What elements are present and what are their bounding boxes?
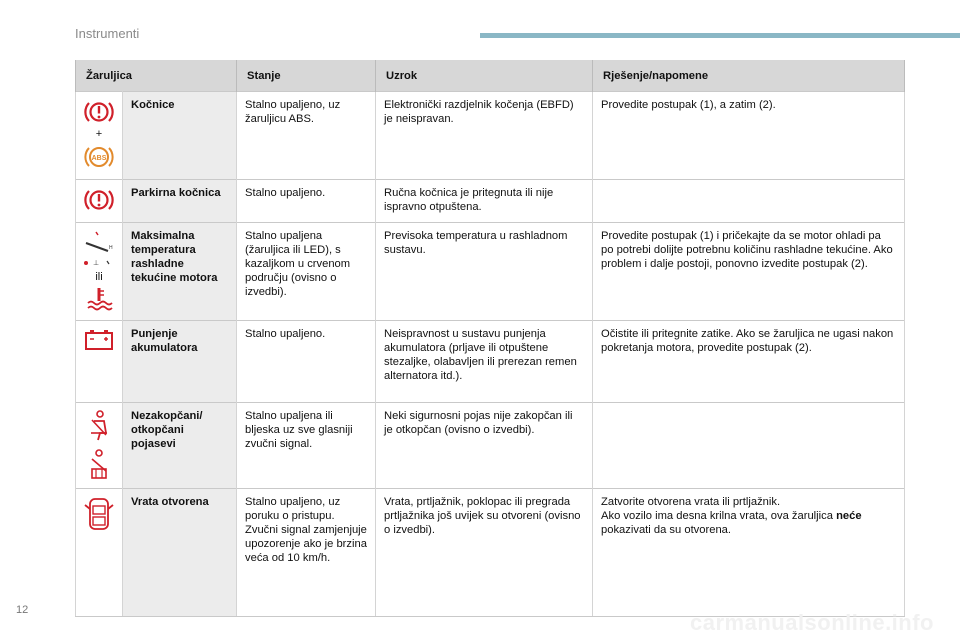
table-row: [76, 321, 905, 403]
watermark: carmanualsonline.info: [690, 610, 934, 635]
cause-cell: Previsoka temperatura u rashladnom sustavu.: [376, 223, 593, 321]
icon-cell: [76, 180, 123, 223]
state-cell: Stalno upaljena ili bljeska uz sve glasniji zvučni signal.: [237, 403, 376, 489]
column-header-solution: Rješenje/napomene: [593, 60, 905, 92]
table-row: [76, 92, 905, 180]
solution-cell: Provedite postupak (1), a zatim (2).: [593, 92, 905, 180]
section-title: Instrumenti: [75, 26, 140, 41]
state-cell: Stalno upaljeno, uz žaruljicu ABS.: [237, 92, 376, 180]
table-row: [76, 223, 905, 321]
table-header-row: [76, 60, 905, 92]
solution-cell: Očistite ili pritegnite zatike. Ako se žaruljica ne ugasi nakon pokretanja motora, provedite postupak (2).: [593, 321, 905, 403]
light-name: Vrata otvorena: [123, 489, 237, 617]
icon-cell: [76, 403, 123, 489]
solution-cell: Provedite postupak (1) i pričekajte da se motor ohladi pa po potrebi dolijte potrebnu količinu rashladne tekućine. Ako problem i dalje postoji, ponovno izvedite postupak (2).: [593, 223, 905, 321]
battery-charge-icon: [82, 327, 116, 353]
icon-separator-plus: +: [95, 128, 103, 140]
svg-text:⊥: ⊥: [93, 260, 100, 267]
header-accent-bar: [480, 33, 960, 38]
icon-cell: [76, 92, 123, 180]
table-row: [76, 489, 905, 617]
icon-separator-or: ili: [95, 271, 103, 283]
icon-cell: [76, 223, 123, 321]
light-name: Maksimalna temperatura rashladne tekućine motora: [123, 223, 237, 321]
seatbelt-front-icon: [84, 409, 114, 443]
cause-cell: Elektronički razdjelnik kočenja (EBFD) je neispravan.: [376, 92, 593, 180]
icon-cell: [76, 321, 123, 403]
cause-cell: Ručna kočnica je pritegnuta ili nije ispravno otpuštena.: [376, 180, 593, 223]
table-row: [76, 180, 905, 223]
column-header-light: Žaruljica: [76, 60, 237, 92]
solution-cell: [593, 180, 905, 223]
solution-line-2-after: pokazivati da su otvorena.: [601, 524, 731, 536]
light-name: Punjenje akumulatora: [123, 321, 237, 403]
light-name: Nezakopčani/ otkopčani pojasevi: [123, 403, 237, 489]
column-header-cause: Uzrok: [376, 60, 593, 92]
solution-cell: [593, 489, 905, 617]
brake-warning-icon: [82, 186, 116, 214]
solution-emphasis: neće: [836, 510, 862, 522]
state-cell: Stalno upaljeno, uz poruku o pristupu. Zvučni signal zamjenjuje upozorenje ako je brzina veća od 10 km/h.: [237, 489, 376, 617]
solution-cell: [593, 403, 905, 489]
svg-text:H: H: [109, 245, 113, 251]
svg-text:ABS: ABS: [91, 155, 107, 162]
table-row: [76, 403, 905, 489]
brake-warning-icon: [82, 98, 116, 126]
state-cell: Stalno upaljeno.: [237, 180, 376, 223]
light-name: Parkirna kočnica: [123, 180, 237, 223]
state-cell: Stalno upaljeno.: [237, 321, 376, 403]
icon-cell: [76, 489, 123, 617]
door-open-icon: [84, 495, 114, 533]
cause-cell: Neispravnost u sustavu punjenja akumulatora (prljave ili otpuštene stezaljke, olabavljen ili prerezan remen alternatora itd.).: [376, 321, 593, 403]
cause-cell: Vrata, prtljažnik, poklopac ili pregrada prtljažnika još uvijek su otvoreni (ovisno o izvedbi).: [376, 489, 593, 617]
solution-line-1: Zatvorite otvorena vrata ili prtljažnik.: [601, 496, 781, 508]
coolant-temperature-icon: [84, 286, 114, 312]
abs-warning-icon: [82, 143, 116, 171]
state-cell: Stalno upaljena (žaruljica ili LED), s kazaljkom u crvenom području (ovisno o izvedbi).: [237, 223, 376, 321]
cause-cell: Neki sigurnosni pojas nije zakopčan ili je otkopčan (ovisno o izvedbi).: [376, 403, 593, 489]
seatbelt-rear-icon: [84, 447, 114, 481]
column-header-state: Stanje: [237, 60, 376, 92]
page-number: 12: [16, 604, 29, 616]
coolant-gauge-icon: [80, 229, 118, 269]
solution-line-2-before: Ako vozilo ima desna krilna vrata, ova žaruljica: [601, 510, 837, 522]
warning-lights-table: [75, 60, 905, 617]
light-name: Kočnice: [123, 92, 237, 180]
